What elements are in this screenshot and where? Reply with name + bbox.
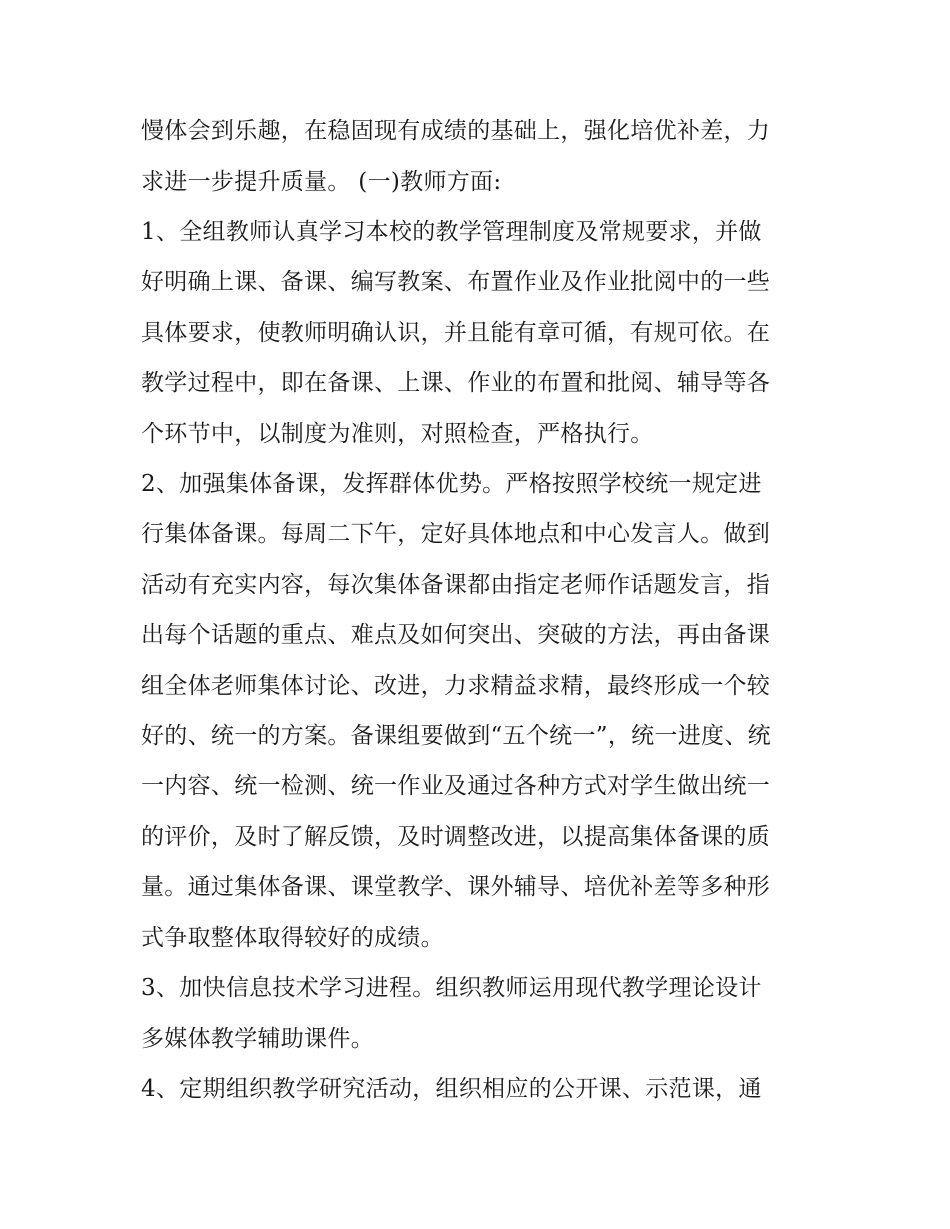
text-line: 3、加快信息技术学习进程。组织教师运用现代教学理论设计 bbox=[141, 975, 762, 1001]
text-line: 教学过程中，即在备课、上课、作业的布置和批阅、辅导等各 bbox=[141, 370, 771, 396]
text-line: 多媒体教学辅助课件。 bbox=[141, 1026, 374, 1052]
text-line: 出每个话题的重点、难点及如何突出、突破的方法，再由备课 bbox=[141, 622, 771, 648]
text-line: 的评价，及时了解反馈，及时调整改进，以提高集体备课的质 bbox=[141, 824, 771, 850]
text-line: 组全体老师集体讨论、改进，力求精益求精，最终形成一个较 bbox=[141, 673, 771, 699]
text-line: 1、全组教师认真学习本校的教学管理制度及常规要求，并做 bbox=[141, 219, 762, 245]
text-line: 量。通过集体备课、课堂教学、课外辅导、培优补差等多种形 bbox=[141, 874, 771, 900]
text-line: 好的、统一的方案。备课组要做到“五个统一”，统一进度、统 bbox=[141, 723, 771, 749]
text-line: 2、加强集体备课，发挥群体优势。严格按照学校统一规定进 bbox=[141, 471, 762, 497]
text-line: 具体要求，使教师明确认识，并且能有章可循，有规可依。在 bbox=[141, 320, 771, 346]
text-line: 式争取整体取得较好的成绩。 bbox=[141, 925, 444, 951]
text-line: 求进一步提升质量。 (一)教师方面: bbox=[141, 169, 502, 195]
text-line: 一内容、统一检测、统一作业及通过各种方式对学生做出统一 bbox=[141, 773, 771, 799]
text-line: 活动有充实内容，每次集体备课都由指定老师作话题发言，指 bbox=[141, 572, 771, 598]
text-line: 4、定期组织教学研究活动，组织相应的公开课、示范课，通 bbox=[141, 1076, 762, 1102]
text-line: 个环节中，以制度为准则，对照检查，严格执行。 bbox=[141, 421, 654, 447]
text-line: 慢体会到乐趣，在稳固现有成绩的基础上，强化培优补差，力 bbox=[141, 118, 771, 144]
text-line: 行集体备课。每周二下午，定好具体地点和中心发言人。做到 bbox=[141, 521, 771, 547]
text-line: 好明确上课、备课、编写教案、布置作业及作业批阅中的一些 bbox=[141, 269, 771, 295]
